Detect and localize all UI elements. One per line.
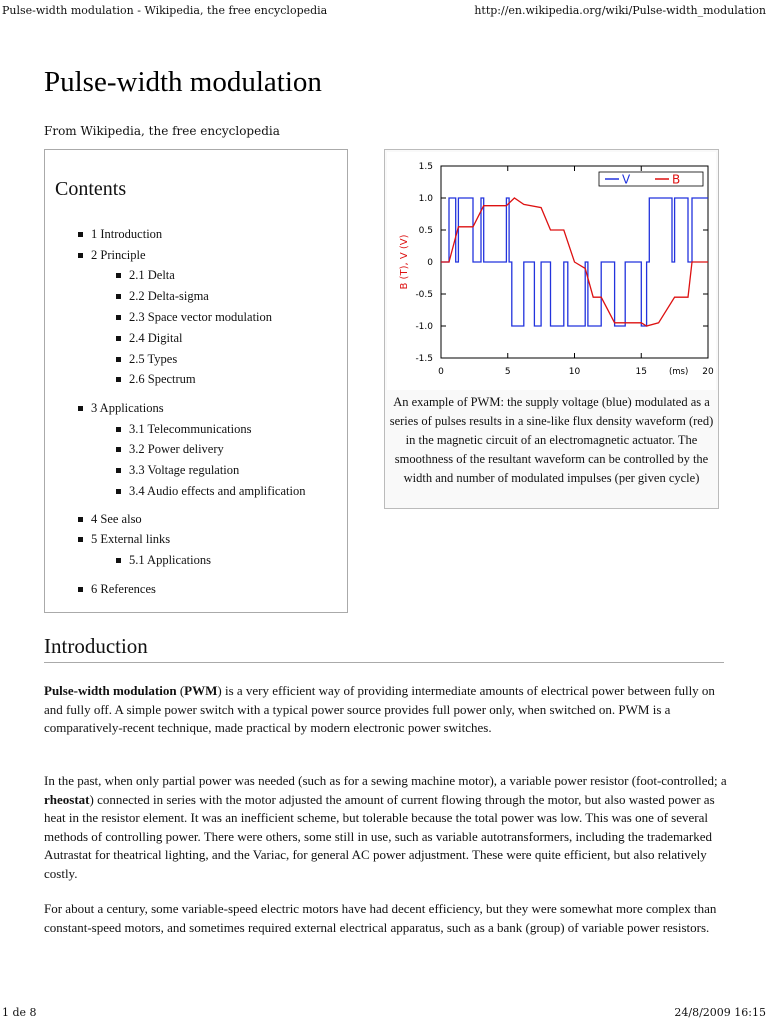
toc-item[interactable] xyxy=(116,442,224,457)
figure-image[interactable] xyxy=(387,152,716,390)
bullet-icon xyxy=(116,489,121,494)
y-tick-label: 0 xyxy=(427,258,433,268)
toc-item[interactable] xyxy=(78,401,164,416)
y-axis-label: B (T), V (V) xyxy=(399,234,410,290)
bullet-icon xyxy=(78,253,83,258)
y-tick-label: 0.5 xyxy=(418,226,433,236)
intro-paragraph-1 xyxy=(44,682,728,738)
toc-item[interactable] xyxy=(116,463,239,478)
p1-rest: ) is a very efficient way of providing intermediate amounts of electrical power between fully on and fully off. A simple power switch with a typical power source provides full power only, when switched on. PWM is a comparatively-recent technique, made practical by modern electronic power switches. xyxy=(44,683,715,735)
toc-item[interactable] xyxy=(78,512,142,527)
section-heading-introduction: Introduction xyxy=(44,634,148,658)
toc-item[interactable] xyxy=(78,227,162,242)
bullet-icon xyxy=(78,232,83,237)
toc-item-label: 2.4 Digital xyxy=(129,331,183,345)
bullet-icon xyxy=(116,294,121,299)
bullet-icon xyxy=(78,406,83,411)
toc-item[interactable] xyxy=(116,289,209,304)
bullet-icon xyxy=(116,336,121,341)
p2-start: In the past, when only partial power was needed (such as for a sewing machine motor), a variable power resistor (foot-controlled; a xyxy=(44,773,727,788)
y-tick-label: -1.0 xyxy=(415,322,433,332)
legend-label-B: B xyxy=(672,172,681,187)
term-pwm: Pulse-width modulation xyxy=(44,683,177,698)
toc-item-label: 3.1 Telecommunications xyxy=(129,422,252,436)
toc-item-label: 4 See also xyxy=(91,512,142,526)
section-divider xyxy=(44,662,724,663)
page-subtitle: From Wikipedia, the free encyclopedia xyxy=(44,124,280,138)
toc-item-label: 3.3 Voltage regulation xyxy=(129,463,240,477)
toc-item[interactable] xyxy=(116,372,196,387)
print-footer xyxy=(0,1006,768,1022)
bullet-icon xyxy=(78,587,83,592)
x-tick-label: 0 xyxy=(438,367,444,377)
pwm-chart xyxy=(387,152,716,390)
toc-item[interactable] xyxy=(78,582,156,597)
x-tick-label: 10 xyxy=(568,367,581,377)
x-tick-label: 15 xyxy=(635,367,647,377)
y-tick-label: 1.0 xyxy=(418,194,433,204)
toc-item[interactable] xyxy=(78,532,170,547)
print-header-url[interactable]: http://en.wikipedia.org/wiki/Pulse-width_modulation xyxy=(474,4,766,17)
bullet-icon xyxy=(116,315,121,320)
print-datetime: 24/8/2009 16:15 xyxy=(674,1006,766,1019)
toc-item[interactable] xyxy=(78,248,146,263)
toc-item-label: 5 External links xyxy=(91,532,171,546)
toc-item[interactable] xyxy=(116,268,175,283)
x-tick-label: 20 xyxy=(702,367,714,377)
print-header xyxy=(0,4,768,20)
y-tick-label: 1.5 xyxy=(418,162,433,172)
figure-caption: An example of PWM: the supply voltage (blue) modulated as a series of pulses results in a sine-like flux density waveform (red) in the magnetic circuit of an electromagnetic actuator. The smoothness of the resultant waveform can be controlled by the width and number of modulated impulses (per given cycle) xyxy=(389,395,714,485)
bullet-icon xyxy=(116,558,121,563)
bullet-icon xyxy=(116,357,121,362)
bullet-icon xyxy=(116,427,121,432)
bullet-icon xyxy=(78,517,83,522)
x-tick-label: 5 xyxy=(504,367,511,377)
toc-item-label: 3 Applications xyxy=(91,401,164,415)
legend-label-V: V xyxy=(622,172,631,187)
toc-heading: Contents xyxy=(55,178,127,200)
page-title: Pulse-width modulation xyxy=(44,66,322,98)
toc-item-label: 3.2 Power delivery xyxy=(129,442,224,456)
y-tick-label: -0.5 xyxy=(415,290,433,300)
toc-item[interactable] xyxy=(116,553,211,568)
toc-item[interactable] xyxy=(116,352,177,367)
p1-open: ( xyxy=(176,683,185,698)
toc-item-label: 2.2 Delta-sigma xyxy=(129,289,209,303)
bullet-icon xyxy=(116,273,121,278)
print-header-title: Pulse-width modulation - Wikipedia, the free encyclopedia xyxy=(2,4,328,17)
toc-item-label: 2 Principle xyxy=(91,248,146,262)
intro-paragraph-2 xyxy=(44,772,728,883)
toc-item-label: 3.4 Audio effects and amplification xyxy=(129,484,306,498)
toc-item-label: 2.1 Delta xyxy=(129,268,175,282)
toc-item-label: 1 Introduction xyxy=(91,227,163,241)
bullet-icon xyxy=(116,468,121,473)
abbr-pwm: PWM xyxy=(184,683,218,698)
toc-item-label: 6 References xyxy=(91,582,156,596)
bullet-icon xyxy=(116,447,121,452)
figure-thumbnail xyxy=(384,149,719,509)
toc-item-label: 2.6 Spectrum xyxy=(129,372,196,386)
toc-item[interactable] xyxy=(116,422,251,437)
bullet-icon xyxy=(78,537,83,542)
term-rheostat[interactable]: rheostat xyxy=(44,791,90,807)
toc-item-label: 5.1 Applications xyxy=(129,553,211,567)
page-number: 1 de 8 xyxy=(2,1006,37,1019)
toc-item[interactable] xyxy=(116,484,305,499)
bullet-icon xyxy=(116,377,121,382)
toc-item-label: 2.5 Types xyxy=(129,352,178,366)
toc-item[interactable] xyxy=(116,331,182,346)
intro-paragraph-3: For about a century, some variable-speed electric motors have had decent efficiency, but they were somewhat more complex than constant-speed motors, and sometimes required external electrical apparatus, such as a bank (group) of variable power resistors. xyxy=(44,901,717,935)
table-of-contents xyxy=(44,149,348,613)
p2-rest: ) connected in series with the motor adjusted the amount of current flowing through the motor, but also wasted power as heat in the resistor element. It was an inefficient scheme, but tolerable because the total power was low. This was one of several methods of controlling power. There were others, some still in use, such as variable autotransformers, including the trademarked Autrastat for theatrical lighting, and the Variac, for general AC power adjustment. These were quite efficient, but also relatively costly. xyxy=(44,791,715,881)
toc-item-label: 2.3 Space vector modulation xyxy=(129,310,273,324)
toc-item[interactable] xyxy=(116,310,272,325)
x-axis-label: (ms) xyxy=(668,367,689,377)
y-tick-label: -1.5 xyxy=(415,354,433,364)
